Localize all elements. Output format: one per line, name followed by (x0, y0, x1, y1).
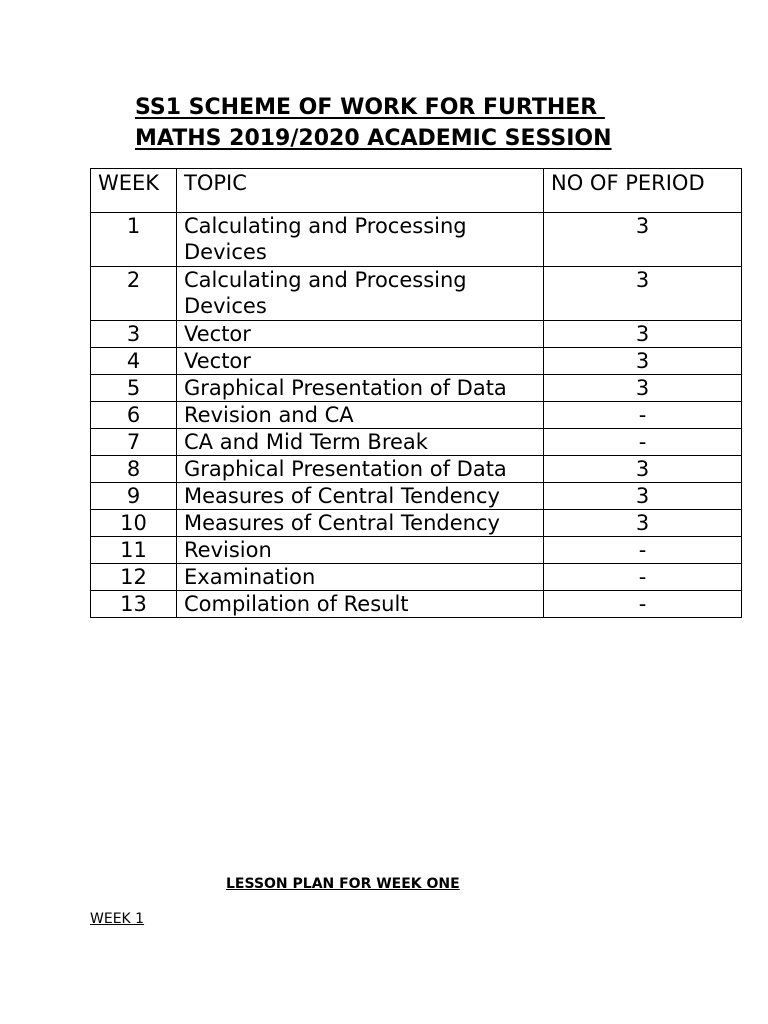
period-cell: 3 (544, 267, 742, 321)
week-cell: 2 (91, 267, 177, 321)
topic-cell: Graphical Presentation of Data (177, 375, 544, 402)
document-title (135, 92, 612, 154)
topic-cell: Revision and CA (177, 402, 544, 429)
topic-cell: Graphical Presentation of Data (177, 456, 544, 483)
period-cell: 3 (544, 456, 742, 483)
period-cell: - (544, 537, 742, 564)
header-week: WEEK (91, 169, 177, 213)
week-cell: 12 (91, 564, 177, 591)
week-cell: 5 (91, 375, 177, 402)
table-row (91, 537, 742, 564)
period-cell: 3 (544, 348, 742, 375)
week-cell: 3 (91, 321, 177, 348)
scheme-of-work-table (90, 168, 742, 618)
topic-cell: Measures of Central Tendency (177, 483, 544, 510)
period-cell: - (544, 429, 742, 456)
period-cell: - (544, 564, 742, 591)
topic-cell: Compilation of Result (177, 591, 544, 618)
title-line-1: SS1 SCHEME OF WORK FOR FURTHER (135, 95, 605, 120)
table-row (91, 510, 742, 537)
header-no-of-period: NO OF PERIOD (544, 169, 742, 213)
week-cell: 6 (91, 402, 177, 429)
period-cell: 3 (544, 321, 742, 348)
period-cell: - (544, 591, 742, 618)
week-cell: 8 (91, 456, 177, 483)
topic-cell: Revision (177, 537, 544, 564)
topic-cell: Examination (177, 564, 544, 591)
header-topic: TOPIC (177, 169, 544, 213)
week-cell: 7 (91, 429, 177, 456)
table-row (91, 267, 742, 321)
period-cell: 3 (544, 510, 742, 537)
week-cell: 10 (91, 510, 177, 537)
table-row (91, 456, 742, 483)
table-row (91, 564, 742, 591)
table-row (91, 348, 742, 375)
week-cell: 4 (91, 348, 177, 375)
table-row (91, 321, 742, 348)
topic-cell: Calculating and Processing Devices (177, 213, 544, 267)
table-row (91, 375, 742, 402)
period-cell: - (544, 402, 742, 429)
table-row (91, 591, 742, 618)
table-row (91, 483, 742, 510)
topic-cell: CA and Mid Term Break (177, 429, 544, 456)
topic-cell: Vector (177, 321, 544, 348)
period-cell: 3 (544, 213, 742, 267)
lesson-plan-heading: LESSON PLAN FOR WEEK ONE (226, 876, 460, 892)
topic-cell: Measures of Central Tendency (177, 510, 544, 537)
topic-cell: Calculating and Processing Devices (177, 267, 544, 321)
week-cell: 13 (91, 591, 177, 618)
week-cell: 11 (91, 537, 177, 564)
topic-cell: Vector (177, 348, 544, 375)
table-header-row (91, 169, 742, 213)
week-cell: 9 (91, 483, 177, 510)
title-line-2: MATHS 2019/2020 ACADEMIC SESSION (135, 126, 612, 151)
week-cell: 1 (91, 213, 177, 267)
period-cell: 3 (544, 375, 742, 402)
table-row (91, 402, 742, 429)
table-row (91, 429, 742, 456)
period-cell: 3 (544, 483, 742, 510)
table-row (91, 213, 742, 267)
week-label: WEEK 1 (90, 911, 145, 927)
